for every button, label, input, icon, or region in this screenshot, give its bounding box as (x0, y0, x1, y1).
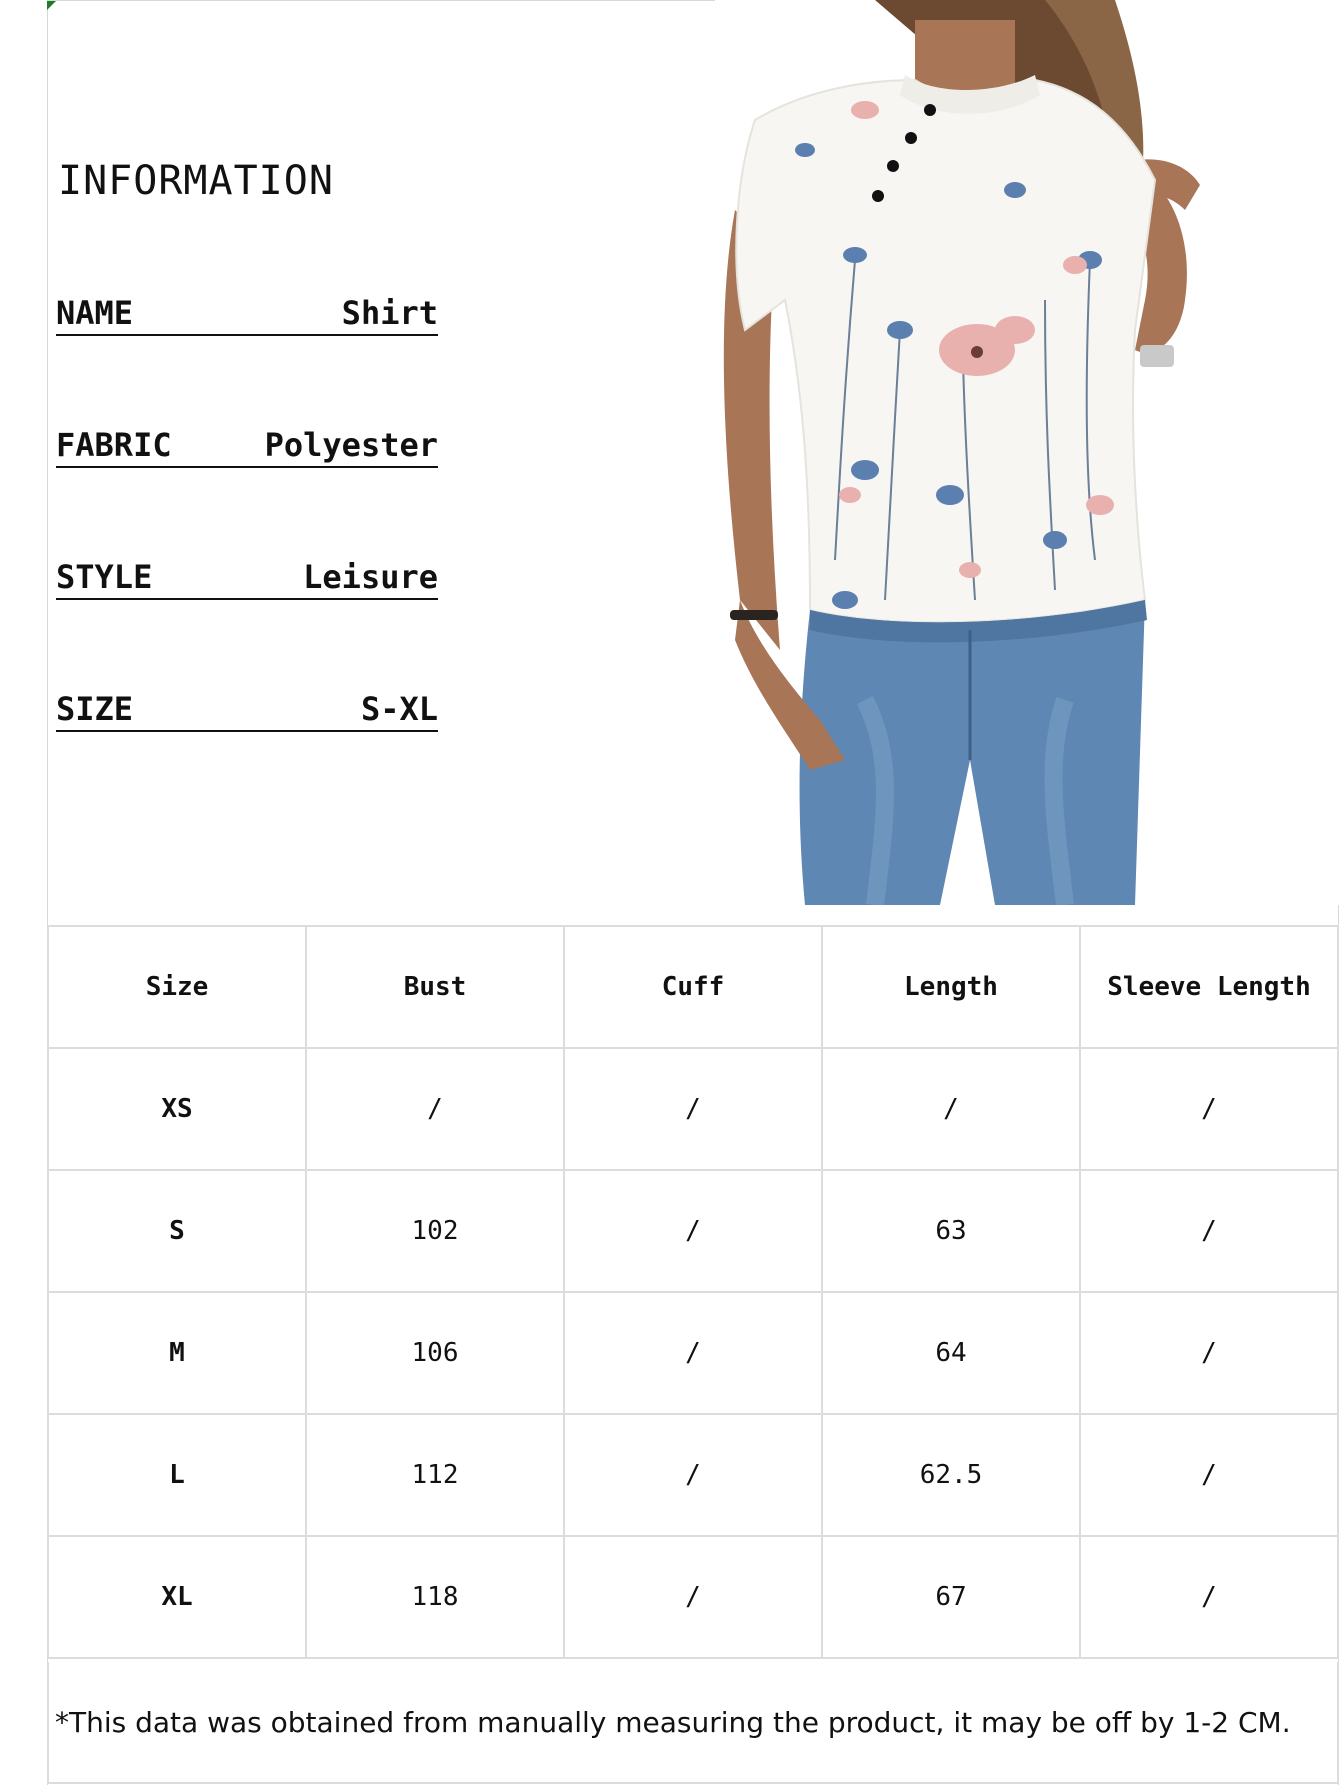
table-cell: / (1080, 1170, 1338, 1292)
table-cell: / (1080, 1536, 1338, 1658)
info-value: Polyester (264, 426, 438, 464)
table-row (48, 1536, 1338, 1658)
table-cell: / (564, 1292, 822, 1414)
table-cell: / (1080, 1292, 1338, 1414)
size-chart-table (47, 925, 1339, 1659)
column-header: Length (822, 926, 1080, 1048)
table-cell: / (1080, 1414, 1338, 1536)
column-header: Size (48, 926, 306, 1048)
table-row (48, 1170, 1338, 1292)
table-cell: 64 (822, 1292, 1080, 1414)
table-cell: 63 (822, 1170, 1080, 1292)
info-row-size (56, 688, 438, 732)
table-cell: M (48, 1292, 306, 1414)
info-row-fabric (56, 424, 438, 468)
product-photo (715, 0, 1340, 905)
info-label: SIZE (56, 690, 134, 728)
column-header: Sleeve Length (1080, 926, 1338, 1048)
table-header-row (48, 926, 1338, 1048)
table-cell: 67 (822, 1536, 1080, 1658)
table-row (48, 1048, 1338, 1170)
info-value: Leisure (303, 558, 438, 596)
table-cell: 102 (306, 1170, 564, 1292)
table-cell: / (1080, 1048, 1338, 1170)
table-cell: S (48, 1170, 306, 1292)
table-row (48, 1414, 1338, 1536)
table-cell: L (48, 1414, 306, 1536)
info-value: S-XL (360, 690, 438, 728)
table-cell: 118 (306, 1536, 564, 1658)
table-cell: XL (48, 1536, 306, 1658)
table-cell: 62.5 (822, 1414, 1080, 1536)
table-cell: / (564, 1048, 822, 1170)
table-cell: / (822, 1048, 1080, 1170)
table-cell: 106 (306, 1292, 564, 1414)
info-label: FABRIC (56, 426, 172, 464)
model-illustration (715, 0, 1340, 905)
column-header: Cuff (564, 926, 822, 1048)
info-row-name (56, 292, 438, 336)
table-cell: 112 (306, 1414, 564, 1536)
info-label: NAME (56, 294, 134, 332)
table-cell: XS (48, 1048, 306, 1170)
cell-corner-marker-icon (47, 1, 56, 10)
info-row-style (56, 556, 438, 600)
table-cell: / (306, 1048, 564, 1170)
column-header: Bust (306, 926, 564, 1048)
info-value: Shirt (341, 294, 438, 332)
table-row (48, 1292, 1338, 1414)
table-cell: / (564, 1170, 822, 1292)
info-title: INFORMATION (58, 158, 334, 204)
table-cell: / (564, 1414, 822, 1536)
info-label: STYLE (56, 558, 153, 596)
measurement-note: *This data was obtained from manually measuring the product, it may be off by 1-2 CM. (47, 1662, 1339, 1784)
table-cell: / (564, 1536, 822, 1658)
